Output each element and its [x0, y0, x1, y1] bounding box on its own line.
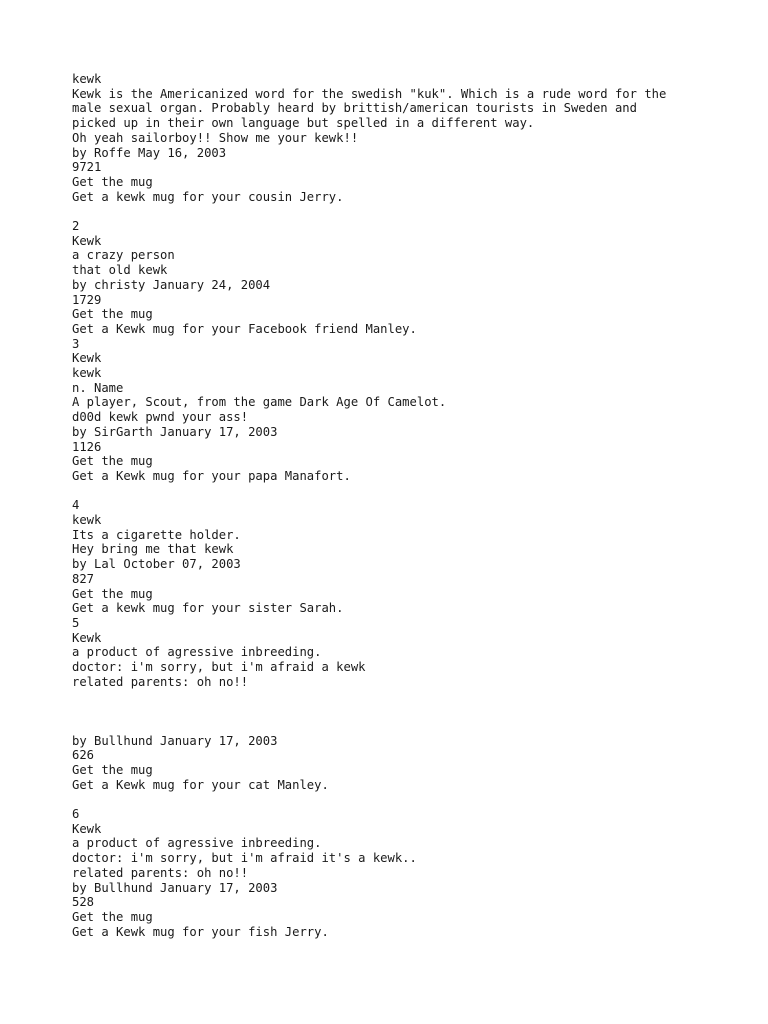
text-line: 2 [72, 219, 80, 234]
text-line: Get a Kewk mug for your cat Manley. [72, 777, 329, 792]
text-line: that old kewk [72, 263, 168, 278]
text-line: by Bullhund January 17, 2003 [72, 880, 278, 895]
text-line: Get a Kewk mug for your fish Jerry. [72, 924, 329, 939]
text-line: Kewk [72, 630, 102, 645]
text-line [72, 704, 712, 719]
text-line: Kewk [72, 351, 102, 366]
text-line: 1729 [72, 292, 102, 307]
text-line: Get the mug [72, 307, 153, 322]
text-line [72, 204, 712, 219]
text-line [72, 690, 712, 705]
text-line: Get a kewk mug for your sister Sarah. [72, 601, 344, 616]
text-line: Get the mug [72, 454, 153, 469]
text-line: by Roffe May 16, 2003 [72, 145, 227, 160]
text-line: Get a Kewk mug for your papa Manafort. [72, 468, 351, 483]
text-line: 9721 [72, 160, 102, 175]
text-line: Get the mug [72, 586, 153, 601]
text-line: 626 [72, 748, 95, 763]
text-line: Its a cigarette holder. [72, 527, 241, 542]
text-line: a crazy person [72, 248, 175, 263]
text-line: by Bullhund January 17, 2003 [72, 733, 278, 748]
text-line: Kewk [72, 821, 102, 836]
text-line [72, 792, 712, 807]
text-line: Get the mug [72, 909, 153, 924]
text-line: 6 [72, 807, 80, 822]
text-line: doctor: i'm sorry, but i'm afraid a kewk [72, 660, 366, 675]
text-line: picked up in their own language but spelled in a different way. [72, 116, 535, 131]
text-line: d00d kewk pwnd your ass! [72, 410, 249, 425]
text-line: 4 [72, 498, 80, 513]
text-line: a product of agressive inbreeding. [72, 645, 322, 660]
text-line [72, 719, 712, 734]
text-line: kewk [72, 366, 102, 381]
text-line: Get a kewk mug for your cousin Jerry. [72, 189, 344, 204]
text-line: Oh yeah sailorboy!! Show me your kewk!! [72, 130, 359, 145]
text-line [72, 484, 712, 499]
text-line: Get the mug [72, 762, 153, 777]
text-line: A player, Scout, from the game Dark Age Of Camelot. [72, 395, 447, 410]
text-line: kewk [72, 72, 102, 86]
text-line: Kewk [72, 233, 102, 248]
text-line: Get a Kewk mug for your Facebook friend Manley. [72, 321, 417, 336]
text-line: 1126 [72, 439, 102, 454]
text-line: 3 [72, 336, 80, 351]
text-line: Get the mug [72, 174, 153, 189]
text-line: a product of agressive inbreeding. [72, 836, 322, 851]
text-line: kewk [72, 513, 102, 528]
text-line: by Lal October 07, 2003 [72, 557, 241, 572]
text-line: 827 [72, 571, 95, 586]
text-line: 5 [72, 615, 80, 630]
text-line: by christy January 24, 2004 [72, 277, 271, 292]
text-line: related parents: oh no!! [72, 865, 249, 880]
text-line: n. Name [72, 380, 124, 395]
text-line: Kewk is the Americanized word for the swedish "kuk". Which is a rude word for the [72, 86, 667, 101]
text-line: by SirGarth January 17, 2003 [72, 424, 278, 439]
text-line: doctor: i'm sorry, but i'm afraid it's a kewk.. [72, 851, 417, 866]
text-line: Hey bring me that kewk [72, 542, 234, 557]
text-line: related parents: oh no!! [72, 674, 249, 689]
document-page [72, 72, 712, 939]
text-line: male sexual organ. Probably heard by brittish/american tourists in Sweden and [72, 101, 637, 116]
text-line: 528 [72, 895, 95, 910]
